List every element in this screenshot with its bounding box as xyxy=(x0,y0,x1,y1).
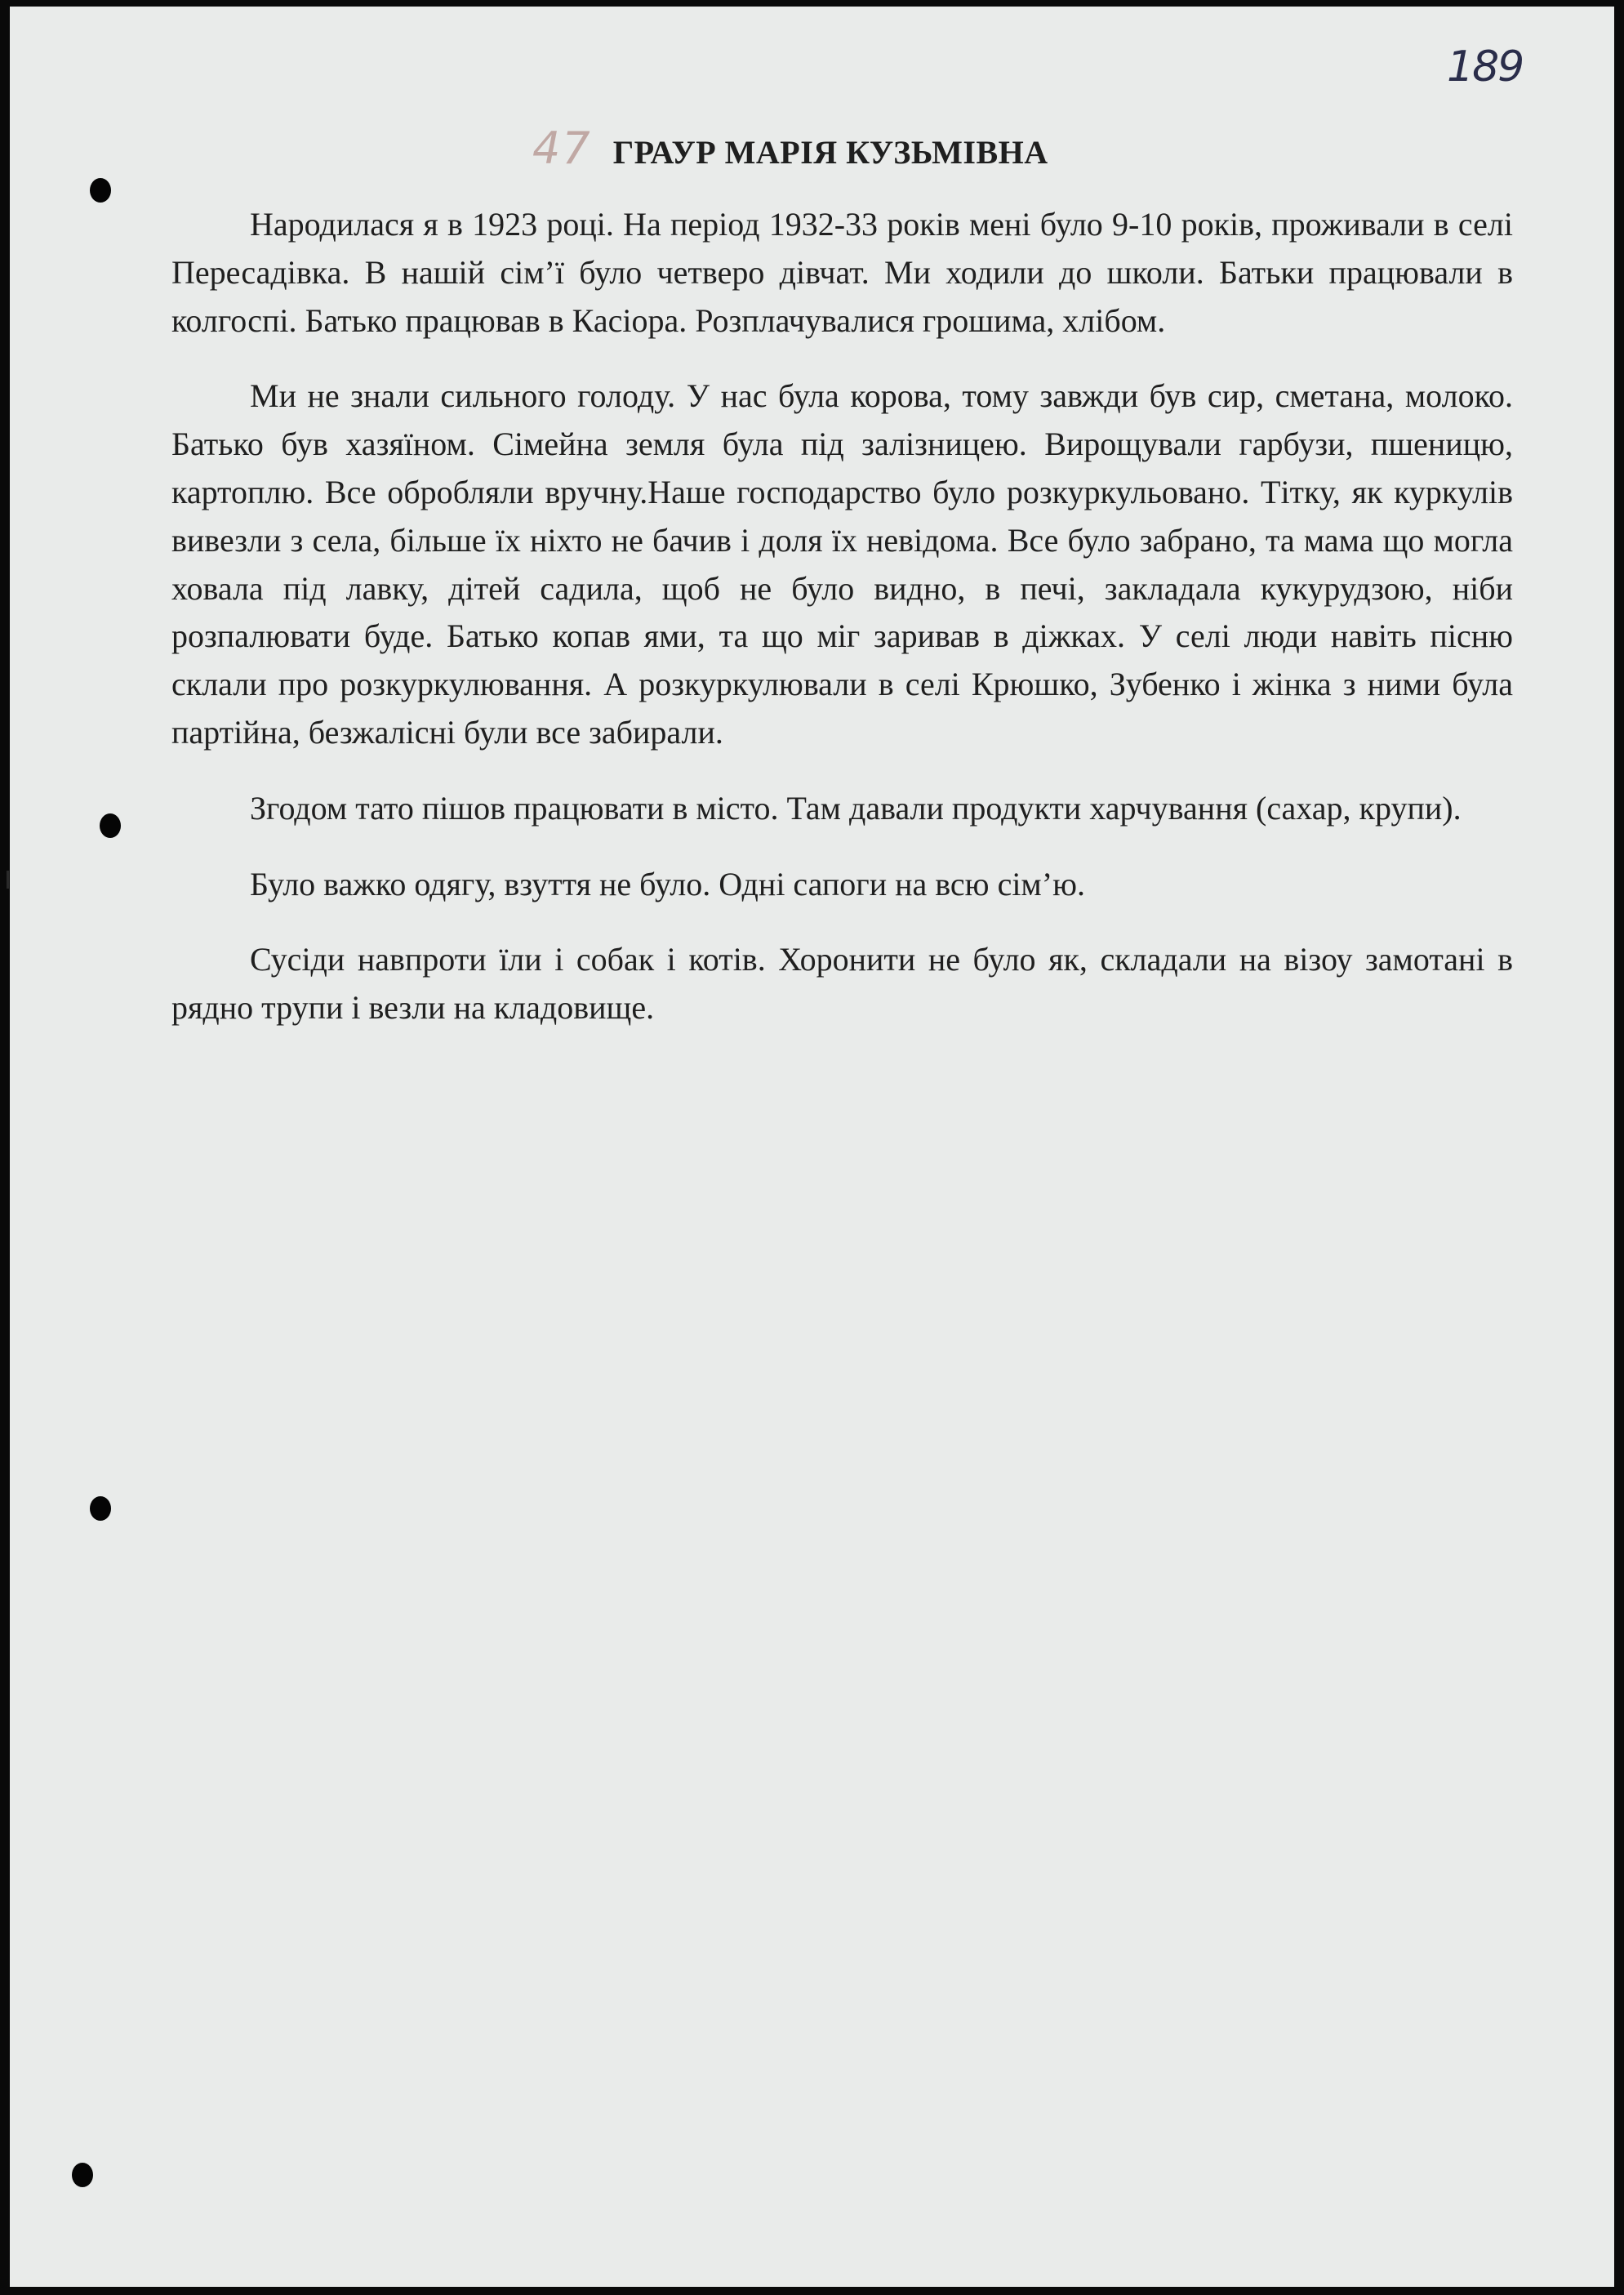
punch-hole-4 xyxy=(72,2163,93,2187)
paragraph-4: Було важко одягу, взуття не було. Одні сапоги на всю сім’ю. xyxy=(250,865,1085,902)
document-page xyxy=(10,7,1614,2287)
handwritten-record-number: 47 xyxy=(532,123,592,174)
paragraph-3: Згодом тато пішов працювати в місто. Там давали продукти харчування (сахар, крупи). xyxy=(250,789,1462,827)
punch-hole-1 xyxy=(90,178,111,203)
handwritten-page-number: 189 xyxy=(1447,42,1524,91)
testimony-text xyxy=(171,201,1513,1060)
title-row xyxy=(532,123,1048,174)
paragraph-2: Ми не знали сильного голоду. У нас була корова, тому завжди був сир, сметана, молоко. Батько був хазяїном. Сімейна земля була під залізницею. Вирощували гарбузи, пшеницю, картоплю. Все обробляли вручну.Наше господарство було розкуркульовано. Тітку, як куркулів вивезли з села, більше їх ніхто не бачив і доля їх невідома. Все було забрано, та мама що могла ховала під лавку, дітей садила, щоб не було видно, в печі, закладала кукурудзою, ніби розпалювати буде. Батько копав ями, та що міг заривав в діжках. У селі люди навіть пісню склали про розкуркулювання. А розкуркулювали в селі Крюшко, Зубенко і жінка з ними була партійна, безжалісні були все забирали. xyxy=(171,377,1513,751)
edge-mark xyxy=(7,871,9,889)
page-title: ГРАУР МАРІЯ КУЗЬМІВНА xyxy=(612,134,1048,171)
punch-hole-3 xyxy=(90,1496,111,1521)
paragraph-1: Народилася я в 1923 році. На період 1932-33 років мені було 9-10 років, проживали в селі Пересадівка. В нашій сім’ї було четверо дівчат. Ми ходили до школи. Батьки працювали в колгоспі. Батько працював в Касіора. Розплачувалися грошима, хлібом. xyxy=(171,206,1513,339)
punch-hole-2 xyxy=(100,813,121,838)
paragraph-5: Сусіди навпроти їли і собак і котів. Хоронити не було як, складали на візоу замотані в рядно трупи і везли на кладовище. xyxy=(171,941,1513,1027)
